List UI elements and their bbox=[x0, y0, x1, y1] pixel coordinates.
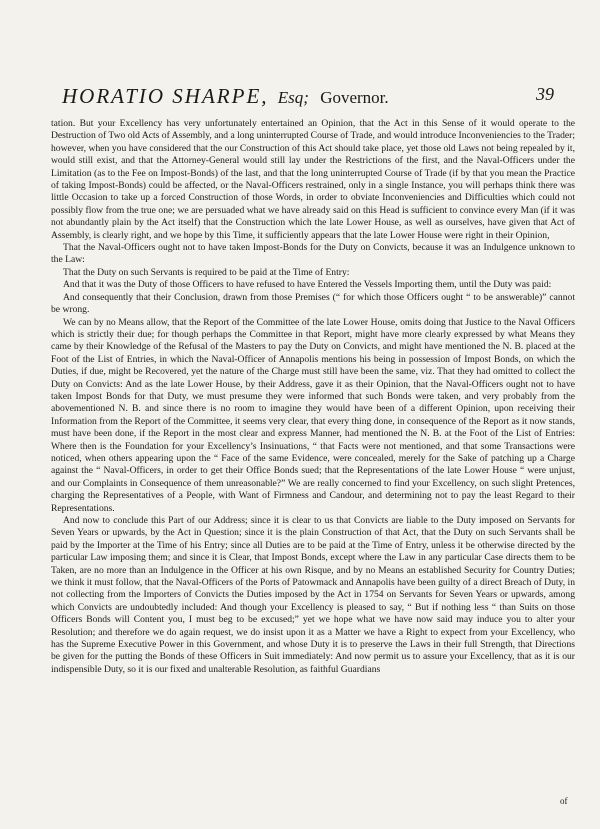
paragraph: And consequently that their Conclusion, drawn from those Premises (“ for which those Officers ought “ to be answerable)” cannot be wrong. bbox=[51, 291, 575, 316]
paragraph: That the Naval-Officers ought not to have taken Impost-Bonds for the Duty on Convicts, because it was an Indulgence unknown to the Law: bbox=[51, 242, 575, 266]
running-head bbox=[62, 84, 389, 109]
paragraph: And now to conclude this Part of our Address; since it is clear to us that Convicts are liable to the Duty imposed on Servants for Seven Years or upwards, by the Act in Question; since it is the plain Construction of that Act, that the Duty on such Servants shall be paid by the Importer at the Time of his Entry; since all Duties are to be paid at the Time of Entry, unless it be otherwise directed by the particular Law imposing them; and since it is Clear, that Impost Bonds, except where the Law in any particular Case directs them to be Taken, are no more than an Indulgence in the Officer at his own Risque, and by no Means an established Security for Country Duties; we think it must follow, that the Naval-Officers of the Ports of Patowmack and Annapolis have been guilty of a direct Breach of Duty, in not collecting from the Importers of Convicts the Duties imposed by the Act in 1754 on Servants for Seven Years or upwards, among which Convicts are undoubtedly included: And though your Excellency is pleased to say, “ But if nothing less “ than Suits on those Officers Bonds will Content you, I must beg to be excused;” yet we hope what we have now said may induce you to alter your Resolution; and therefore we do again request, we do insist upon it as a Matter we have a Right to expect from your Excellency, who has the Supreme Executive Power in this Government, and whose Duty it is to preserve the Laws in their full Strength, that Directions be given for the putting the Bonds of these Officers in Suit immediately: And now permit us to assure your Excellency, that as it is our indispensible Duty, so it is our fixed and unalterable Resolution, as faithful Guardians bbox=[51, 515, 575, 675]
page-number: 39 bbox=[536, 84, 554, 104]
catchword: of bbox=[560, 796, 568, 806]
body-text bbox=[51, 118, 575, 676]
page-header bbox=[0, 84, 600, 108]
running-head-office: Governor. bbox=[320, 88, 389, 107]
paragraph: We can by no Means allow, that the Report of the Committee of the late Lower House, omits doing that Justice to the Naval Officers which is strictly their due; for though perhaps the Committee in that Report, might have more clearly expressed by what Means they came by their Knowledge of the Refusal of the Masters to pay the Duty on Convicts, and might have mentioned the N. B. placed at the Foot of the List of Entries, in which the Naval-Officer of Annapolis mentions his being in possession of Impost Bonds, on which the Duties, if due, might be Recovered, yet the nature of the Charge must still have been the same, viz. That they had omitted to collect the Duty on Convicts: And as the late Lower House, by their Address, gave it as their Opinion, that the Naval-Officers ought not to have taken Impost Bonds for that Duty, we must presume they were informed that such Bonds were taken, and very probably from the abovementioned N. B. and since there is no room to imagine they would have been of a different Opinion, upon receiving their Information from the Report of the Committee, it seems very clear, that every thing done, in consequence of the Report as it now stands, must have been done, if the Report in the most clear and express Manner, had mentioned the N. B. at the Foot of the List of Entries: Where then is the Foundation for your Excellency’s Insinuations, “ that Facts were not mentioned, and that some Transactions were noticed, when others appearing upon the “ Face of the same Evidence, were concealed, merely for the Sake of patching up a Charge against the “ Naval-Officers, in order to get their Office Bonds sued; that the Representations of the late Lower House “ were unjust, and our Complaints in Consequence of them unreasonable?” We are really concerned to find your Excellency, on such slight Pretences, charging the Representatives of a People, with Want of Firmness and Candour, and determining not to pay the least Regard to their Representations. bbox=[51, 316, 575, 514]
paragraph: And that it was the Duty of those Officers to have refused to have Entered the Vessels Importing them, until the Duty was paid: bbox=[63, 279, 552, 291]
paragraph: tation. But your Excellency has very unfortunately entertained an Opinion, that the Act in this Sense of it would operate to the Destruction of Two old Acts of Assembly, and a long uninterrupted Course of Trade, and would introduce Inconveniencies to the Trader; however, when you have considered that the our Construction of this Act should take place, yet those old Laws not being repealed by it, would still exist, and that the Attorney-General would still lay under the Restrictions of the first, and the Naval-Officers under the Limitation (as to the Fee on Impost-Bonds) of the last, and that the long uninterrupted Course of Trade (if by that you mean the Practice of taking Impost-Bonds) could be affected, or the Naval-Officers restrained, only in a single Instance, you will perhaps think there was little Occasion to take up a forced Construction of those Words, in order to obviate Inconveniencies and Difficulties which could not possibly flow from the true one; we are persuaded what we have already said on this Head is sufficient to convince every Man (if it was not abundantly plain by the Act itself) that the Construction which the late Lower House, as well as ourselves, have given that Act of Assembly, is clearly right, and we hope by this Time, it sufficiently appears that the late Lower House were right in their Opinion, bbox=[51, 118, 575, 241]
running-head-esq: Esq; bbox=[277, 88, 309, 107]
running-head-title: HORATIO SHARPE, bbox=[62, 84, 269, 108]
paragraph: That the Duty on such Servants is required to be paid at the Time of Entry: bbox=[63, 266, 350, 278]
